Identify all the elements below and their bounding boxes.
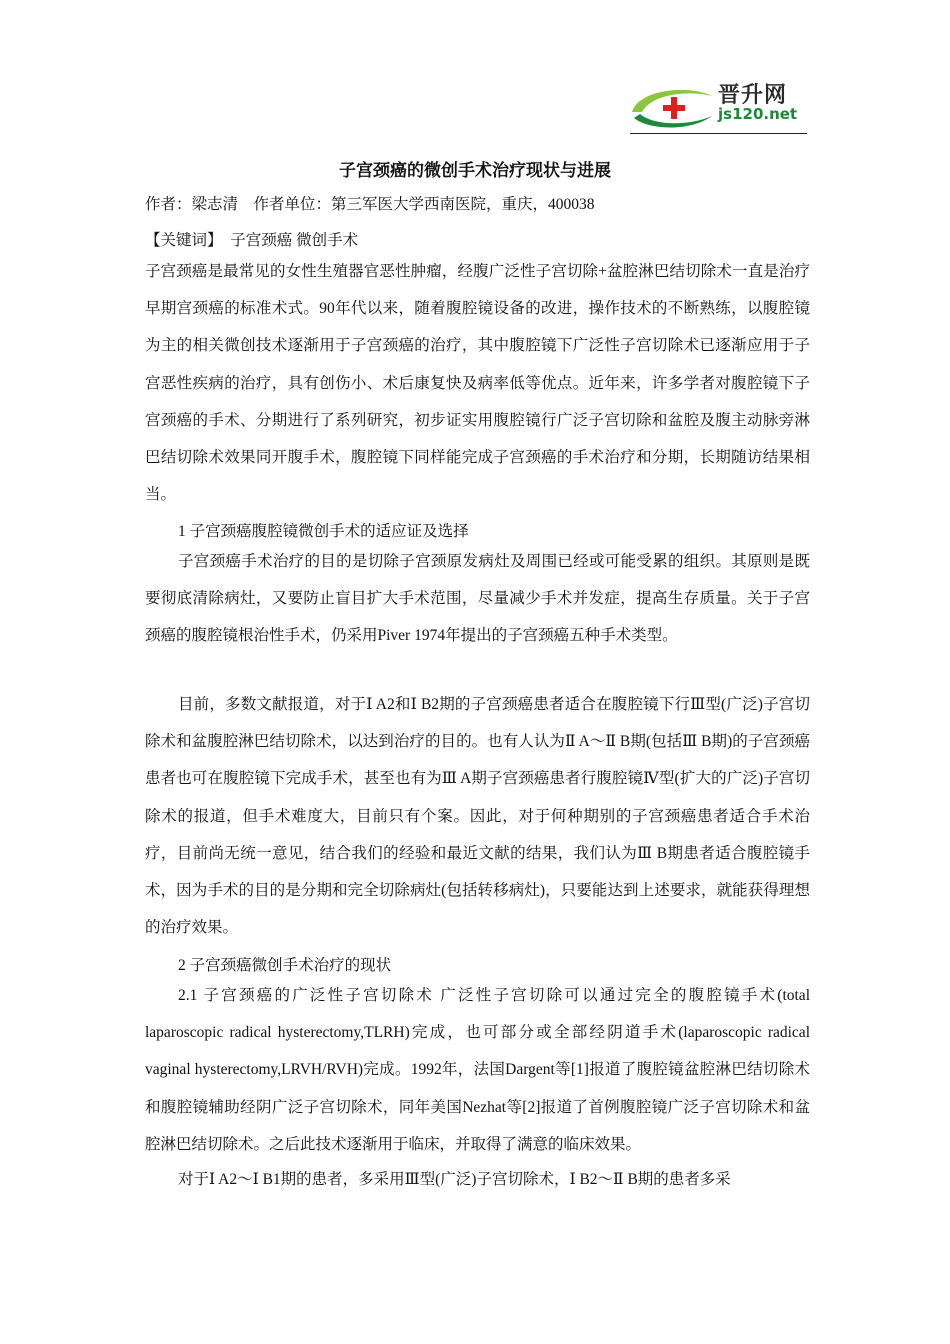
medical-cross-logo-icon bbox=[628, 82, 716, 132]
keywords-line: 【关键词】 子宫颈癌 微创手术 bbox=[145, 232, 359, 249]
section-heading-1: 1 子宫颈癌腹腔镜微创手术的适应证及选择 bbox=[178, 523, 469, 540]
section-1-paragraph-2: 目前，多数文献报道，对于Ⅰ A2和Ⅰ B2期的子宫颈癌患者适合在腹腔镜下行Ⅲ型(广泛)子宫切除术和盆腹腔淋巴结切除术，以达到治疗的目的。也有人认为Ⅱ A～Ⅱ B期(包括Ⅲ B期)的子宫颈癌患者也可在腹腔镜下完成手术，甚至也有为Ⅲ A期子宫颈癌患者行腹腔镜Ⅳ型(扩大的广泛)子宫切除术的报道，但手术难度大，目前只有个案。因此，对于何种期别的子宫颈癌患者适合手术治疗，目前尚无统一意见，结合我们的经验和最近文献的结果，我们认为Ⅲ B期患者适合腹腔镜手术，因为手术的目的是分期和完全切除病灶(包括转移病灶)，只要能达到上述要求，就能获得理想的治疗效果。 bbox=[145, 696, 810, 937]
section-2-paragraph-1: 2.1 子宫颈癌的广泛性子宫切除术 广泛性子宫切除可以通过完全的腹腔镜手术(total laparoscopic radical hysterectomy,TLRH)完成，也可部分或全部经阴道手术(laparoscopic radical vaginal hysterectomy,LRVH/RVH)完成。1992年，法国Dargent等[1]报道了腹腔镜盆腔淋巴结切除术和腹腔镜辅助经阴广泛子宫切除术，同年美国Nezhat等[2]报道了首例腹腔镜广泛子宫切除术和盆腔淋巴结切除术。之后此技术逐渐用于临床，并取得了满意的临床效果。 bbox=[145, 987, 810, 1153]
intro-paragraph: 子宫颈癌是最常见的女性生殖器官恶性肿瘤，经腹广泛性子宫切除+盆腔淋巴结切除术一直是治疗早期宫颈癌的标准术式。90年代以来，随着腹腔镜设备的改进，操作技术的不断熟练，以腹腔镜为主的相关微创技术逐渐用于子宫颈癌的治疗，其中腹腔镜下广泛性子宫切除术已逐渐应用于子宫恶性疾病的治疗，具有创伤小、术后康复快及病率低等优点。近年来，许多学者对腹腔镜下子宫颈癌的手术、分期进行了系列研究，初步证实用腹腔镜行广泛子宫切除和盆腔及腹主动脉旁淋巴结切除术效果同开腹手术，腹腔镜下同样能完成子宫颈癌的手术治疗和分期，长期随访结果相当。 bbox=[145, 263, 810, 504]
article-title: 子宫颈癌的微创手术治疗现状与进展 bbox=[339, 161, 611, 180]
logo-name-cn: 晋升网 bbox=[718, 83, 788, 108]
section-2-paragraph-2: 对于Ⅰ A2～Ⅰ B1期的患者，多采用Ⅲ型(广泛)子宫切除术，Ⅰ B2～Ⅱ B期的患者多采 bbox=[178, 1171, 731, 1188]
section-1-paragraph-1: 子宫颈癌手术治疗的目的是切除子宫颈原发病灶及周围已经或可能受累的组织。其原则是既要彻底清除病灶，又要防止盲目扩大手术范围，尽量减少手术并发症，提高生存质量。关于子宫颈癌的腹腔镜根治性手术，仍采用Piver 1974年提出的子宫颈癌五种手术类型。 bbox=[145, 553, 810, 645]
header-divider bbox=[630, 133, 807, 134]
logo-name-en: js120.net bbox=[718, 105, 798, 123]
site-logo[interactable] bbox=[628, 78, 808, 136]
author-line: 作者：梁志清 作者单位：第三军医大学西南医院，重庆，400038 bbox=[145, 196, 595, 213]
section-heading-2: 2 子宫颈癌微创手术治疗的现状 bbox=[178, 957, 392, 974]
